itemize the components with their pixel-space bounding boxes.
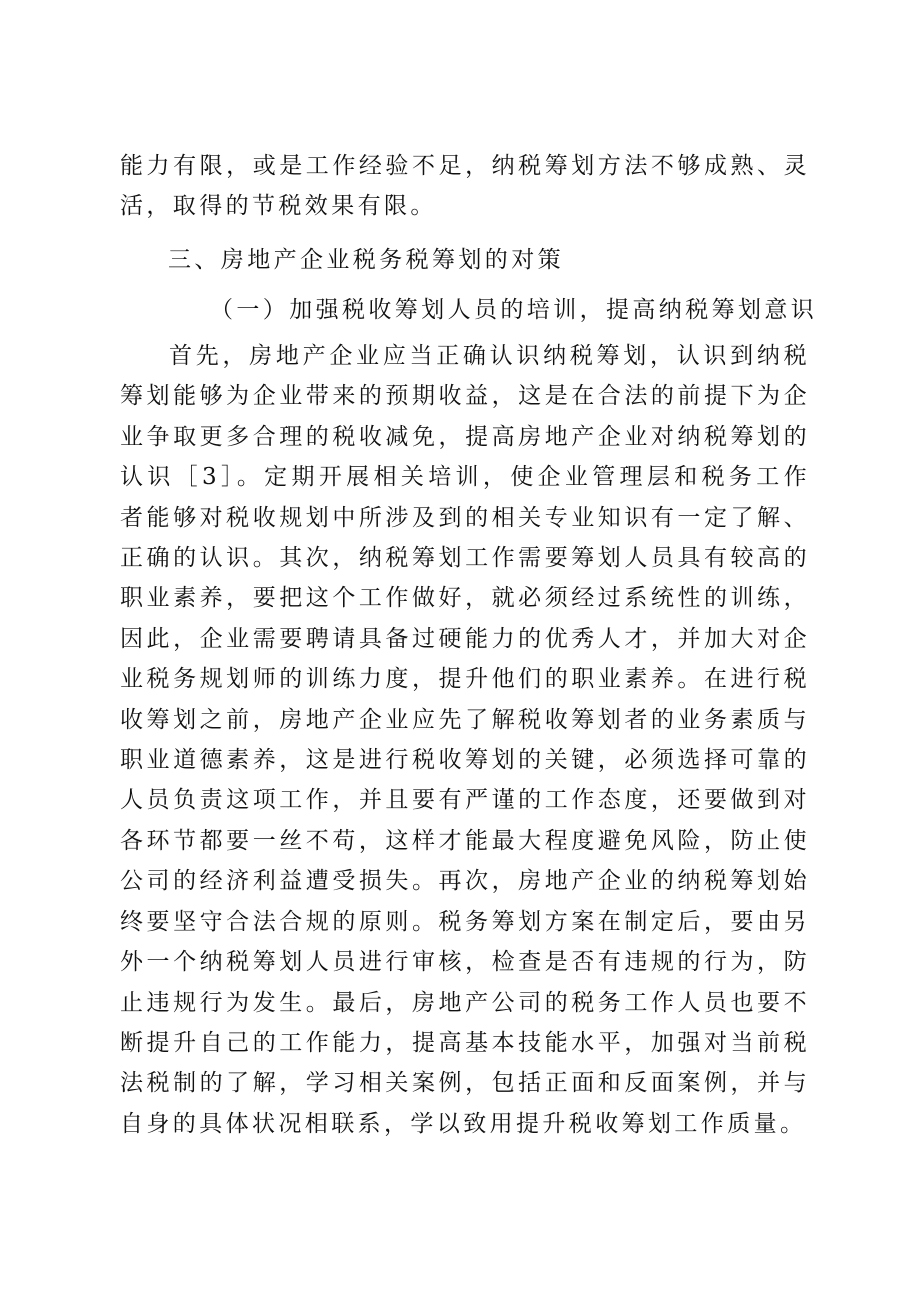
subsection-heading: （一）加强税收筹划人员的培训，提高纳税筹划意识 <box>210 297 818 323</box>
section-heading: 三、房地产企业税务税筹划的对策 <box>168 247 564 273</box>
body-paragraph: 首先，房地产企业应当正确认识纳税筹划，认识到纳税筹划能够为企业带来的预期收益，这是在合法的前提下为企业争取更多合理的税收减免，提高房地产企业对纳税筹划的认识［3］。定期开展相关培训，使企业管理层和税务工作者能够对税收规划中所涉及到的相关专业知识有一定了解、正确的认识。其次，纳税筹划工作需要筹划人员具有较高的职业素养，要把这个工作做好，就必须经过系统性的训练，因此，企业需要聘请具备过硬能力的优秀人才，并加大对企业税务规划师的训练力度，提升他们的职业素养。在进行税收筹划之前，房地产企业应先了解税收筹划者的业务素质与职业道德素养，这是进行税收筹划的关键，必须选择可靠的人员负责这项工作，并且要有严谨的工作态度，还要做到对各环节都要一丝不苟，这样才能最大程度避免风险，防止使公司的经济利益遭受损失。再次，房地产企业的纳税筹划始终要坚守合法合规的原则。税务筹划方案在制定后，要由另外一个纳税筹划人员进行审核，检查是否有违规的行为，防止违规行为发生。最后，房地产公司的税务工作人员也要不断提升自己的工作能力，提高基本技能水平，加强对当前税法税制的了解，学习相关案例，包括正面和反面案例，并与自身的具体状况相联系，学以致用提升税收筹划工作质量。 <box>120 343 810 1137</box>
continuation-paragraph: 能力有限，或是工作经验不足，纳税筹划方法不够成熟、灵活，取得的节税效果有限。 <box>120 153 810 220</box>
